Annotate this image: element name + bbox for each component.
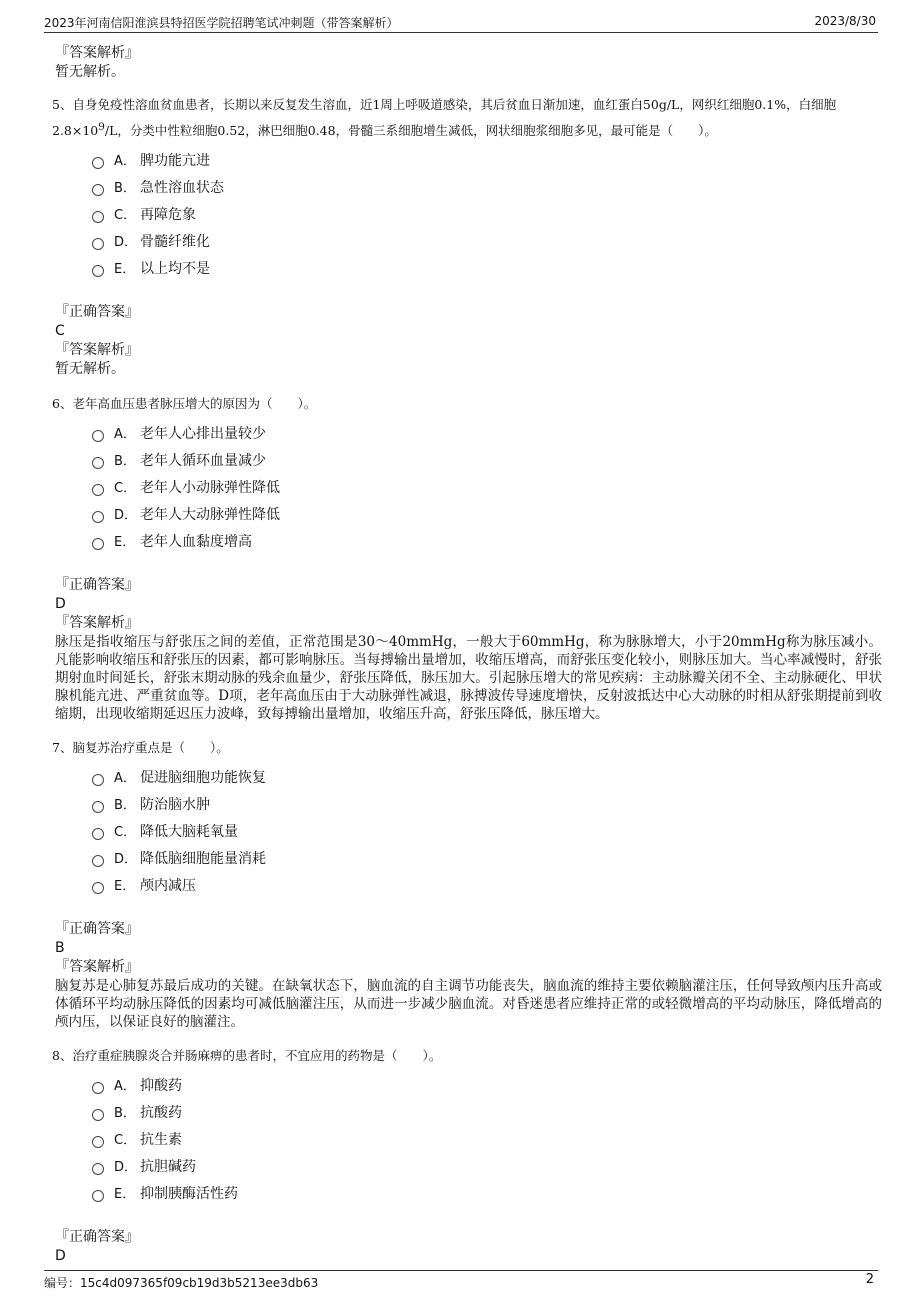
document-body <box>52 44 882 1266</box>
option-b[interactable]: B． 老年人循环血量减少 <box>92 446 882 473</box>
document-id: 编号：15c4d097365f09cb19d3b5213ee3db63 <box>44 1276 319 1290</box>
correct-answer-value: C <box>55 323 65 340</box>
analysis-text: 脉压是指收缩压与舒张压之间的差值，正常范围是30～40mmHg，一般大于60mmHg，称为脉脉增大，小于20mmHg称为脉压减小。凡能影响收缩压和舒张压的因素，都可影响脉压。当每搏输出量增加，收缩压增高，而舒张压变化较小，则脉压加大。当心率减慢时，舒张期射血时间延长，舒张末期动脉的残余血量少，舒张压降低，脉压加大。引起脉压增大的常见疾病：主动脉瓣关闭不全、主动脉硬化、甲状腺机能亢进、严重贫血等。D项，老年高血压由于大动脉弹性减退，脉搏波传导速度增快，反射波抵达中心大动脉的时相从舒张期提前到收缩期，出现收缩期延迟压力波峰，致每搏输出量增加，收缩压升高，舒张压降低，脉压增大。 <box>55 634 882 723</box>
question-5-stem: 5、自身免疫性溶血贫血患者，长期以来反复发生溶血，近1周上呼吸道感染，其后贫血日渐加速，血红蛋白50g/L，网织红细胞0.1%，白细胞 $2.8\times 10^9/L$，分类中性粒细胞0.52，淋巴细胞0.48，骨髓三系细胞增生减低，网状细胞浆细胞多见，最可能是（ ）。 <box>52 97 837 139</box>
question-6-options <box>92 419 882 554</box>
analysis-label: 『答案解析』 <box>55 45 139 61</box>
radio-button-icon[interactable] <box>92 184 104 196</box>
document-title: 2023年河南信阳淮滨县特招医学院招聘笔试冲刺题（带答案解析） <box>44 16 399 30</box>
radio-button-icon[interactable] <box>92 457 104 469</box>
question-8-stem: 8、治疗重症胰腺炎合并肠麻痹的患者时，不宜应用的药物是（ ）。 <box>52 1048 442 1064</box>
option-e[interactable]: E． 抑制胰酶活性药 <box>92 1179 882 1206</box>
option-b[interactable]: B． 抗酸药 <box>92 1098 882 1125</box>
correct-answer-value: B <box>55 940 65 957</box>
option-e[interactable]: E． 以上均不是 <box>92 254 882 281</box>
option-c[interactable]: C． 抗生素 <box>92 1125 882 1152</box>
option-a[interactable]: A． 促进脑细胞功能恢复 <box>92 763 882 790</box>
option-d[interactable]: D． 降低脑细胞能量消耗 <box>92 844 882 871</box>
correct-answer-label: 『正确答案』 <box>55 921 139 938</box>
question-8-options <box>92 1071 882 1206</box>
question-5-options <box>92 146 882 281</box>
option-a[interactable]: A． 老年人心排出量较少 <box>92 419 882 446</box>
radio-button-icon[interactable] <box>92 511 104 523</box>
question-7-options <box>92 763 882 898</box>
radio-button-icon[interactable] <box>92 538 104 550</box>
radio-button-icon[interactable] <box>92 1136 104 1148</box>
analysis-label: 『答案解析』 <box>55 959 139 976</box>
radio-button-icon[interactable] <box>92 265 104 277</box>
option-c[interactable]: C． 再障危象 <box>92 200 882 227</box>
question-7-stem: 7、脑复苏治疗重点是（ ）。 <box>52 740 229 756</box>
option-e[interactable]: E． 老年人血黏度增高 <box>92 527 882 554</box>
correct-answer-value: D <box>55 1248 66 1265</box>
option-b[interactable]: B． 防治脑水肿 <box>92 790 882 817</box>
radio-button-icon[interactable] <box>92 157 104 169</box>
radio-button-icon[interactable] <box>92 1190 104 1202</box>
option-e[interactable]: E． 颅内减压 <box>92 871 882 898</box>
radio-button-icon[interactable] <box>92 801 104 813</box>
analysis-label: 『答案解析』 <box>55 615 139 632</box>
correct-answer-label: 『正确答案』 <box>55 304 139 321</box>
option-a[interactable]: A． 脾功能亢进 <box>92 146 882 173</box>
page-footer <box>44 1270 878 1291</box>
radio-button-icon[interactable] <box>92 1082 104 1094</box>
question-6-stem: 6、老年高血压患者脉压增大的原因为（ ）。 <box>52 396 317 412</box>
radio-button-icon[interactable] <box>92 484 104 496</box>
radio-button-icon[interactable] <box>92 855 104 867</box>
option-d[interactable]: D． 骨髓纤维化 <box>92 227 882 254</box>
option-d[interactable]: D． 抗胆碱药 <box>92 1152 882 1179</box>
analysis-text: 暂无解析。 <box>55 361 125 378</box>
option-c[interactable]: C． 降低大脑耗氧量 <box>92 817 882 844</box>
analysis-text: 脑复苏是心肺复苏最后成功的关键。在缺氧状态下，脑血流的自主调节功能丧失，脑血流的维持主要依赖脑灌注压，任何导致颅内压升高或体循环平均动脉压降低的因素均可减低脑灌注压，从而进一步减少脑血流。对昏迷患者应维持正常的或轻微增高的平均动脉压，降低增高的颅内压，以保证良好的脑灌注。 <box>55 978 882 1031</box>
page-number: 2 <box>865 1272 874 1287</box>
option-a[interactable]: A． 抑酸药 <box>92 1071 882 1098</box>
analysis-label: 『答案解析』 <box>55 342 139 359</box>
radio-button-icon[interactable] <box>92 882 104 894</box>
page-header <box>44 12 878 33</box>
radio-button-icon[interactable] <box>92 828 104 840</box>
radio-button-icon[interactable] <box>92 1163 104 1175</box>
radio-button-icon[interactable] <box>92 774 104 786</box>
radio-button-icon[interactable] <box>92 430 104 442</box>
option-c[interactable]: C． 老年人小动脉弹性降低 <box>92 473 882 500</box>
radio-button-icon[interactable] <box>92 211 104 223</box>
radio-button-icon[interactable] <box>92 238 104 250</box>
correct-answer-label: 『正确答案』 <box>55 577 139 594</box>
radio-button-icon[interactable] <box>92 1109 104 1121</box>
correct-answer-value: D <box>55 596 66 613</box>
option-d[interactable]: D． 老年人大动脉弹性降低 <box>92 500 882 527</box>
analysis-text: 暂无解析。 <box>55 64 125 80</box>
option-b[interactable]: B． 急性溶血状态 <box>92 173 882 200</box>
header-date: 2023/8/30 <box>814 14 876 28</box>
correct-answer-label: 『正确答案』 <box>55 1229 139 1246</box>
